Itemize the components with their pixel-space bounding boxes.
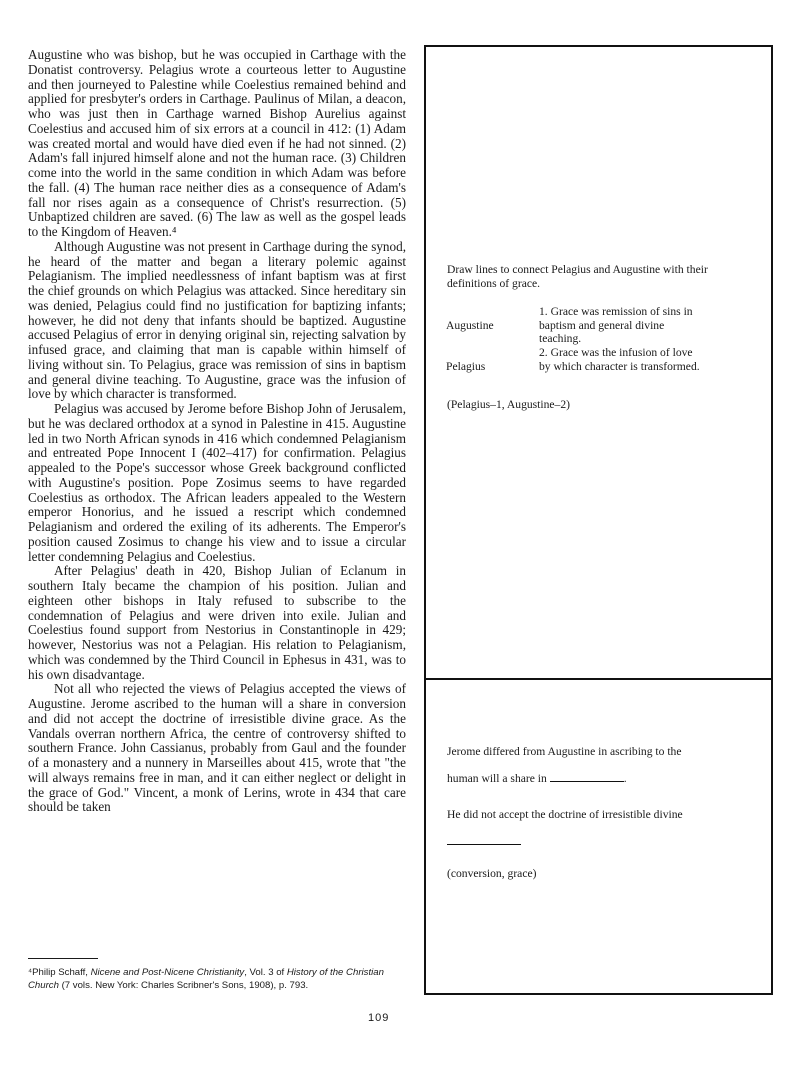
exercise-2-line-2-suffix: . xyxy=(623,772,627,785)
exercise-2-line-2 xyxy=(447,771,627,785)
answer-blank-1[interactable] xyxy=(550,771,624,782)
match-name-pelagius[interactable]: Pelagius xyxy=(446,360,486,373)
footnote-book-title: Nicene and Post-Nicene Christianity xyxy=(90,967,245,978)
exercise-2-line-3: He did not accept the doctrine of irresistible divine xyxy=(447,808,683,821)
exercise-1-answer: (Pelagius–1, Augustine–2) xyxy=(447,398,571,411)
exercise-frame-2 xyxy=(424,678,773,995)
exercise-frame-1 xyxy=(424,45,773,680)
paragraph-3: Pelagius was accused by Jerome before Bishop John of Jerusalem, but he was declared orthodox at a synod in Palestine in 415. Augustine led in two North African synods in 416 which condemned Pelagianism and entreated Pope Innocent I (402–417) for confirmation. Pelagius appealed to the Pope's successor whose Greek background conflicted with Augustine's position. Pope Zosimus seems to have regarded Coelestius as orthodox. The African leaders appealed to the Western emperor Honorius, and he issued a rescript which condemned Pelagianism and ordered the exiling of its adherents. The Emperor's position caused Zosimus to change his view and to issue a circular letter condemning Pelagius and Coelestius. xyxy=(28,401,406,564)
exercise-2-line-2-prefix: human will a share in xyxy=(447,772,547,785)
page-number: 109 xyxy=(368,1012,390,1024)
paragraph-2: Although Augustine was not present in Carthage during the synod, he heard of the matter and began a literary polemic against Pelagianism. The implied needlessness of infant baptism was at first the chief grounds on which Pelagius was attacked. Since hereditary sin was denied, Pelagius could find no justification for baptizing infants; however, he did not deny that infants should be baptized. Augustine accused Pelagius of error in denying original sin, rejecting salvation by infused grace, and claiming that man is capable within himself of living without sin. To Pelagius, grace was remission of sins in baptism and general divine teaching. To Augustine, grace was the infusion of love by which character is transformed. xyxy=(28,238,406,402)
footnote-marker: ⁴ xyxy=(28,967,33,978)
answer-blank-2[interactable] xyxy=(447,844,521,845)
footnote-mid: , Vol. 3 of xyxy=(244,967,287,978)
match-definition-1[interactable]: 1. Grace was remission of sins in baptism and general divine teaching. xyxy=(539,305,693,346)
footnote-author: Philip Schaff, xyxy=(32,967,91,978)
exercise-1-instruction: Draw lines to connect Pelagius and Augustine with their definitions of grace. xyxy=(447,263,708,290)
main-text-column xyxy=(28,48,406,815)
footnote-series-title: History of the Christian Church xyxy=(28,967,384,991)
paragraph-1: Augustine who was bishop, but he was occupied in Carthage with the Donatist controversy. Pelagius wrote a courteous letter to Augustine and then journeyed to Palestine while Coelestius remained behind and applied for presbyter's orders in Carthage. Paulinus of Milan, a deacon, who was just then in Carthage warned Bishop Aurelius against Coelestius and accused him of six errors at a council in 412: (1) Adam was created mortal and would have died even if he had not sinned. (2) Adam's fall injured himself alone and not the human race. (3) Children come into the world in the same condition in which Adam was before the fall. (4) The human race neither dies as a consequence of Adam's fall nor rises again as a consequence of Christ's resurrection. (5) Unbaptized children are saved. (6) The law as well as the gospel leads to the Kingdom of Heaven.⁴ xyxy=(28,47,406,239)
footnote-divider xyxy=(28,958,98,959)
footnote-tail: (7 vols. New York: Charles Scribner's Sons, 1908), p. 793. xyxy=(58,980,309,991)
match-definition-2[interactable]: 2. Grace was the infusion of love by which character is transformed. xyxy=(539,346,700,373)
match-name-augustine[interactable]: Augustine xyxy=(446,319,494,332)
paragraph-5: Not all who rejected the views of Pelagius accepted the views of Augustine. Jerome ascribed to the human will a share in conversion and did not accept the doctrine of irresistible divine grace. As the Vandals overran northern Africa, the centre of controversy shifted to southern France. John Cassianus, probably from Gaul and the founder of a monastery and a nunnery in Marseilles about 415, wrote that "the will always remains free in man, and it can either neglect or delight in the grace of God." Vincent, a monk of Lerins, wrote in 434 that care should be taken xyxy=(28,681,406,815)
footnote xyxy=(28,966,408,992)
paragraph-4: After Pelagius' death in 420, Bishop Julian of Eclanum in southern Italy became the champion of his position. Julian and eighteen other bishops in Italy refused to subscribe to the condemnation of Pelagius and were driven into exile. Julian and Coelestius found support from Nestorius in Constantinople in 429; however, Nestorius was not a Pelagian. His relation to Pelagianism, which was condemned by the Third Council in Ephesus in 431, was to his own disadvantage. xyxy=(28,563,406,682)
exercise-2-answer: (conversion, grace) xyxy=(447,867,537,880)
exercise-2-line-1: Jerome differed from Augustine in ascribing to the xyxy=(447,745,682,758)
